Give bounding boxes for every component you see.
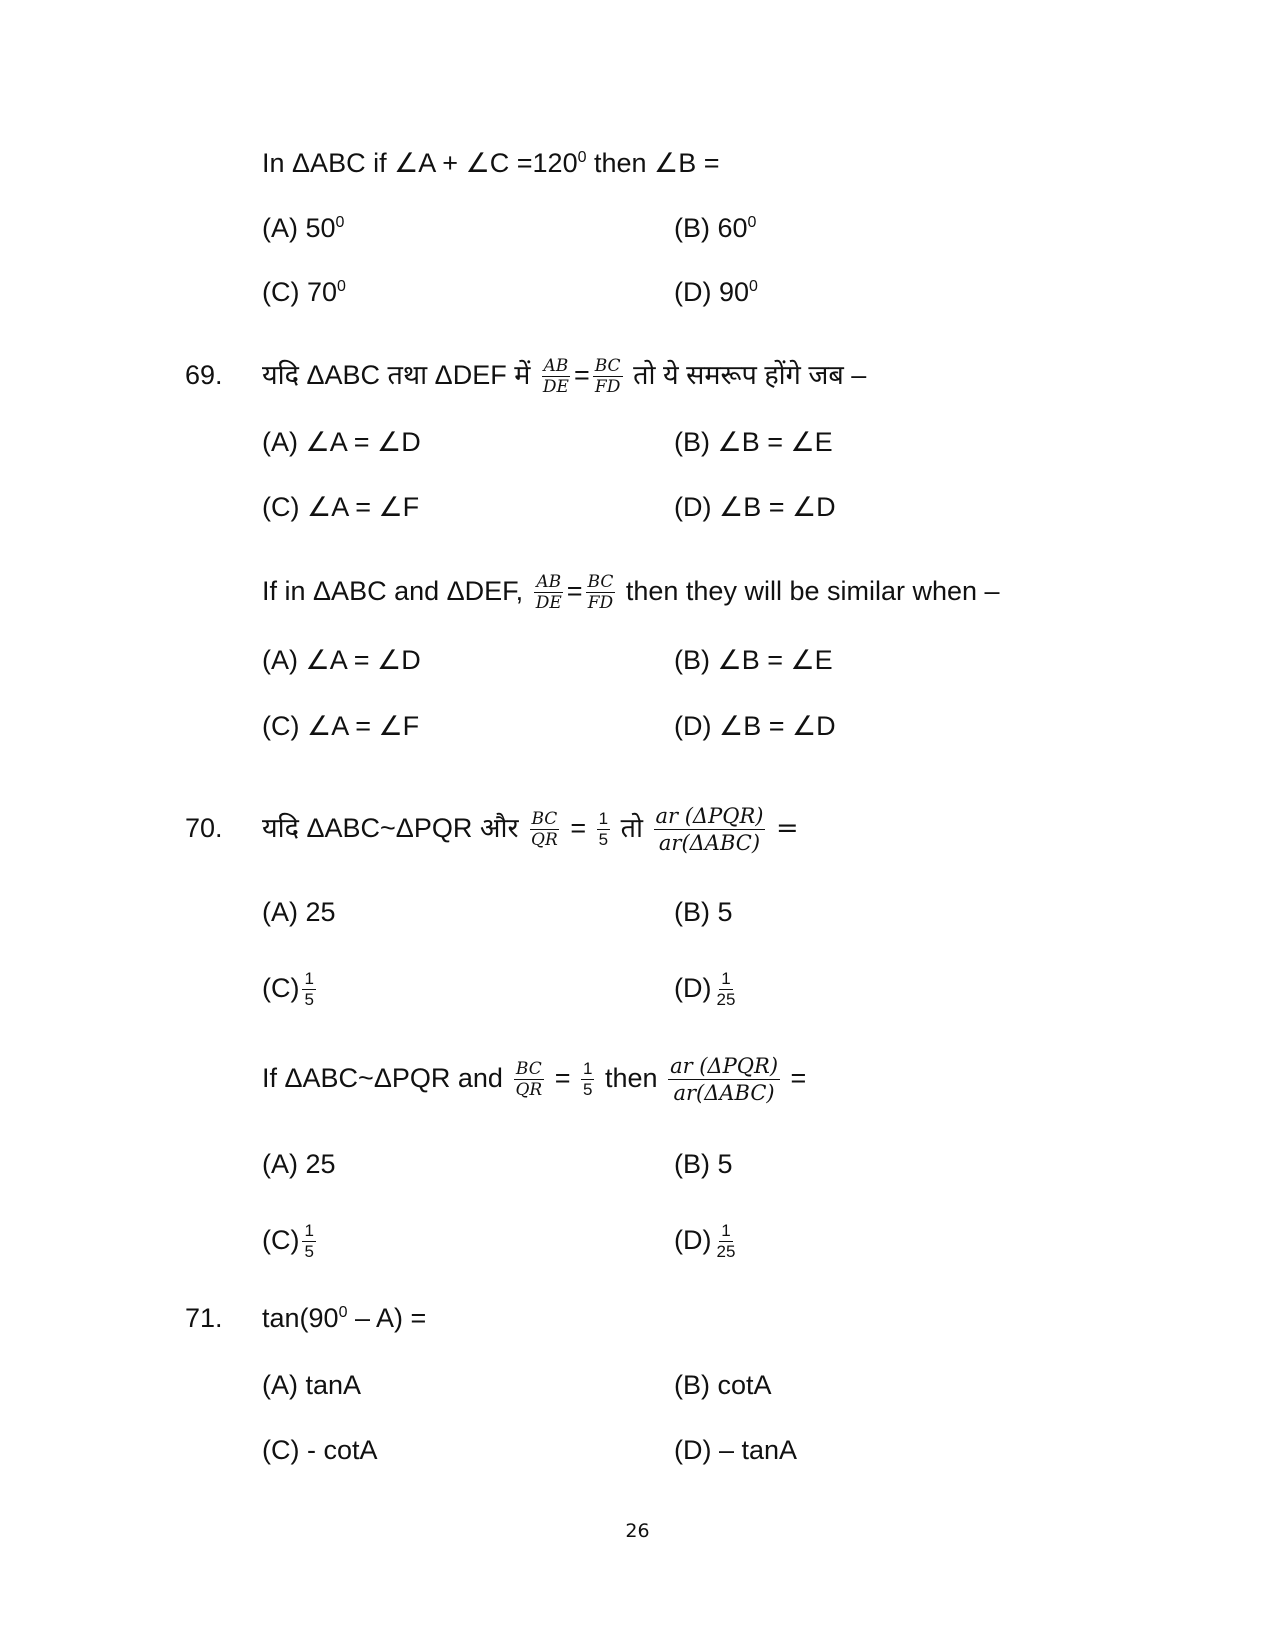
q68-stem: In ΔABC if ∠A + ∠C $=120^0$ then ∠B = (262, 148, 720, 178)
q68-option-a: (A) $50^0$ (262, 213, 345, 243)
q71-option-c: (C) - cotA (262, 1435, 378, 1465)
q70-hindi-stem: यदि ΔABC~ΔPQR और $\frac{BC}{QR}$ = $\frac{1}{5}$ तो $\frac{\text{ar (ΔPQR)}}{\text{ar(ΔABC)}}$ = (262, 804, 799, 856)
question-number: 71. (185, 1303, 223, 1333)
q70-hindi-option-b: (B) 5 (674, 897, 733, 927)
fraction-bc-fd: $\frac{BC}{FD}$ (587, 572, 614, 614)
fraction-one-fifth: $\frac{1}{5}$ (598, 809, 609, 850)
fraction: $\frac{1}{5}$ (304, 1221, 314, 1262)
fraction-bc-qr: $\frac{BC}{QR}$ (531, 809, 558, 851)
fraction-ab-de: $\frac{AB}{DE}$ (535, 572, 562, 614)
q71-option-d: (D) – tanA (674, 1435, 798, 1465)
q70-hindi-option-d: (D) $\frac{1}{25}$ (674, 969, 736, 1010)
q69-hindi-stem: यदि ΔABC तथा ΔDEF में $\frac{AB}{DE}$ = $\frac{BC}{FD}$ तो ये समरूप होंगे जब – (262, 356, 867, 398)
fraction-area-ratio: $\frac{\text{ar (ΔPQR)}}{\text{ar(ΔABC)}}$ (655, 804, 764, 856)
fraction: $\frac{1}{25}$ (716, 969, 736, 1010)
q69-english-stem: If in ΔABC and ΔDEF, $\frac{AB}{DE}$ = $\frac{BC}{FD}$ then they will be similar when – (262, 572, 1000, 614)
q68-option-c: (C) $70^0$ (262, 277, 346, 307)
fraction-bc-fd: $\frac{BC}{FD}$ (594, 356, 621, 398)
q69-english-option-a: (A) ∠A = ∠D (262, 645, 421, 675)
q71-option-b: (B) cotA (674, 1370, 772, 1400)
fraction-bc-qr: $\frac{BC}{QR}$ (515, 1059, 543, 1101)
q69-english-option-c: (C) ∠A = ∠F (262, 711, 420, 741)
q70-english-stem: If ΔABC~ΔPQR and $\frac{BC}{QR}$ = $\frac{1}{5}$ then $\frac{\text{ar (ΔPQR)}}{\text{ar(ΔABC)}}$ = (262, 1054, 807, 1106)
question-number: 70. (185, 813, 223, 843)
fraction-area-ratio: $\frac{\text{ar (ΔPQR)}}{\text{ar(ΔABC)}}$ (670, 1054, 779, 1106)
q70-english-option-d: (D) $\frac{1}{25}$ (674, 1221, 736, 1262)
fraction-one-fifth: $\frac{1}{5}$ (583, 1059, 593, 1100)
fraction-ab-de: $\frac{AB}{DE}$ (542, 356, 569, 398)
q70-hindi-option-c: (C) $\frac{1}{5}$ (262, 969, 314, 1010)
q69-hindi-option-d: (D) ∠B = ∠D (674, 492, 836, 522)
question-number: 69. (185, 360, 223, 390)
q68-option-d: (D) $90^0$ (674, 277, 758, 307)
q70-english-option-b: (B) 5 (674, 1149, 733, 1179)
q71-option-a: (A) tanA (262, 1370, 362, 1400)
q69-english-option-b: (B) ∠B = ∠E (674, 645, 833, 675)
q70-english-option-a: (A) 25 (262, 1149, 336, 1179)
q69-hindi-option-b: (B) ∠B = ∠E (674, 427, 833, 457)
page-number: 26 (625, 1520, 650, 1542)
q68-option-b: (B) $60^0$ (674, 213, 757, 243)
q71-stem: $\tan(90^0 - A)$ = (262, 1303, 427, 1333)
fraction: $\frac{1}{5}$ (304, 969, 314, 1010)
q70-english-option-c: (C) $\frac{1}{5}$ (262, 1221, 314, 1262)
q70-hindi-option-a: (A) 25 (262, 897, 336, 927)
q69-hindi-option-c: (C) ∠A = ∠F (262, 492, 420, 522)
q69-english-option-d: (D) ∠B = ∠D (674, 711, 836, 741)
fraction: $\frac{1}{25}$ (716, 1221, 736, 1262)
q69-hindi-option-a: (A) ∠A = ∠D (262, 427, 421, 457)
